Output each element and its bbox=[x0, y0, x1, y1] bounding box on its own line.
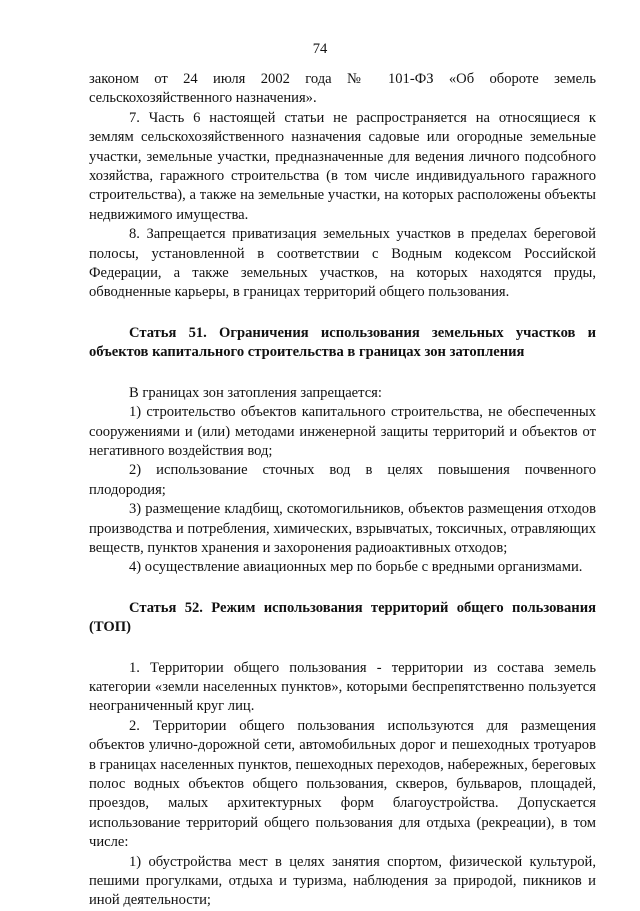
spacer bbox=[89, 303, 596, 324]
article-51-item-1: 1) строительство объектов капитального строительства, не обеспеченных сооружениями и (или) методами инженерной защиты территорий и объектов от негативного воздействия вод; bbox=[89, 404, 596, 459]
article-51-heading: Статья 51. Ограничения использования земельных участков и объектов капитального строительства в границах зон затопления bbox=[89, 324, 596, 361]
article-51-item-4: 4) осуществление авиационных мер по борьбе с вредными организмами. bbox=[129, 559, 583, 576]
article-51-intro: В границах зон затопления запрещается: bbox=[129, 384, 382, 401]
spacer bbox=[89, 638, 596, 659]
spacer bbox=[89, 578, 596, 599]
article-52-heading: Статья 52. Режим использования территорий общего пользования (ТОП) bbox=[89, 599, 596, 636]
article-52-paragraph-2: 2. Территории общего пользования используются для размещения объектов улично-дорожной сети, автомобильных дорог и пешеходных тротуаров в границах населенных пунктов, пешеходных переходов, набережных, береговых полос водных объектов общего пользования, скверов, бульваров, площадей, проездов, малых архитектурных форм благоустройства. Допускается использование территорий общего пользования для отдыха (рекреации), в том числе: bbox=[89, 717, 596, 851]
article-52-item-1: 1) обустройства мест в целях занятия спортом, физической культурой, пешими прогулками, отдыха и туризма, наблюдения за природой, пикников и иной деятельности; bbox=[89, 853, 596, 909]
continuation-paragraph: законом от 24 июля 2002 года № 101-ФЗ «Об обороте земель сельскохозяйственного назначения». bbox=[89, 71, 596, 107]
document-body bbox=[89, 70, 596, 911]
paragraph-7: 7. Часть 6 настоящей статьи не распространяется на относящиеся к землям сельскохозяйственного назначения садовые или огородные земельные участки, земельные участки, предназначенные для ведения личного подсобного хозяйства, гаражного строительства (в том числе индивидуального гаражного строительства), а также на земельные участки, на которых расположены объекты недвижимого имущества. bbox=[89, 109, 596, 223]
article-52-paragraph-1: 1. Территории общего пользования - территории из состава земель категории «земли населенных пунктов», которыми беспрепятственно пользуется неограниченный круг лиц. bbox=[89, 659, 596, 715]
spacer bbox=[89, 363, 596, 384]
article-51-item-3: 3) размещение кладбищ, скотомогильников, объектов размещения отходов производства и потребления, химических, взрывчатых, токсичных, отравляющих веществ, пунктов хранения и захоронения радиоактивных отходов; bbox=[89, 501, 596, 556]
paragraph-8: 8. Запрещается приватизация земельных участков в пределах береговой полосы, установленной в соответствии с Водным кодексом Российской Федерации, а также земельных участков, на которых находятся пруды, обводненные карьеры, в границах территорий общего пользования. bbox=[89, 226, 596, 301]
page-number: 74 bbox=[312, 41, 328, 57]
article-51-item-2: 2) использование сточных вод в целях повышения почвенного плодородия; bbox=[89, 462, 596, 498]
